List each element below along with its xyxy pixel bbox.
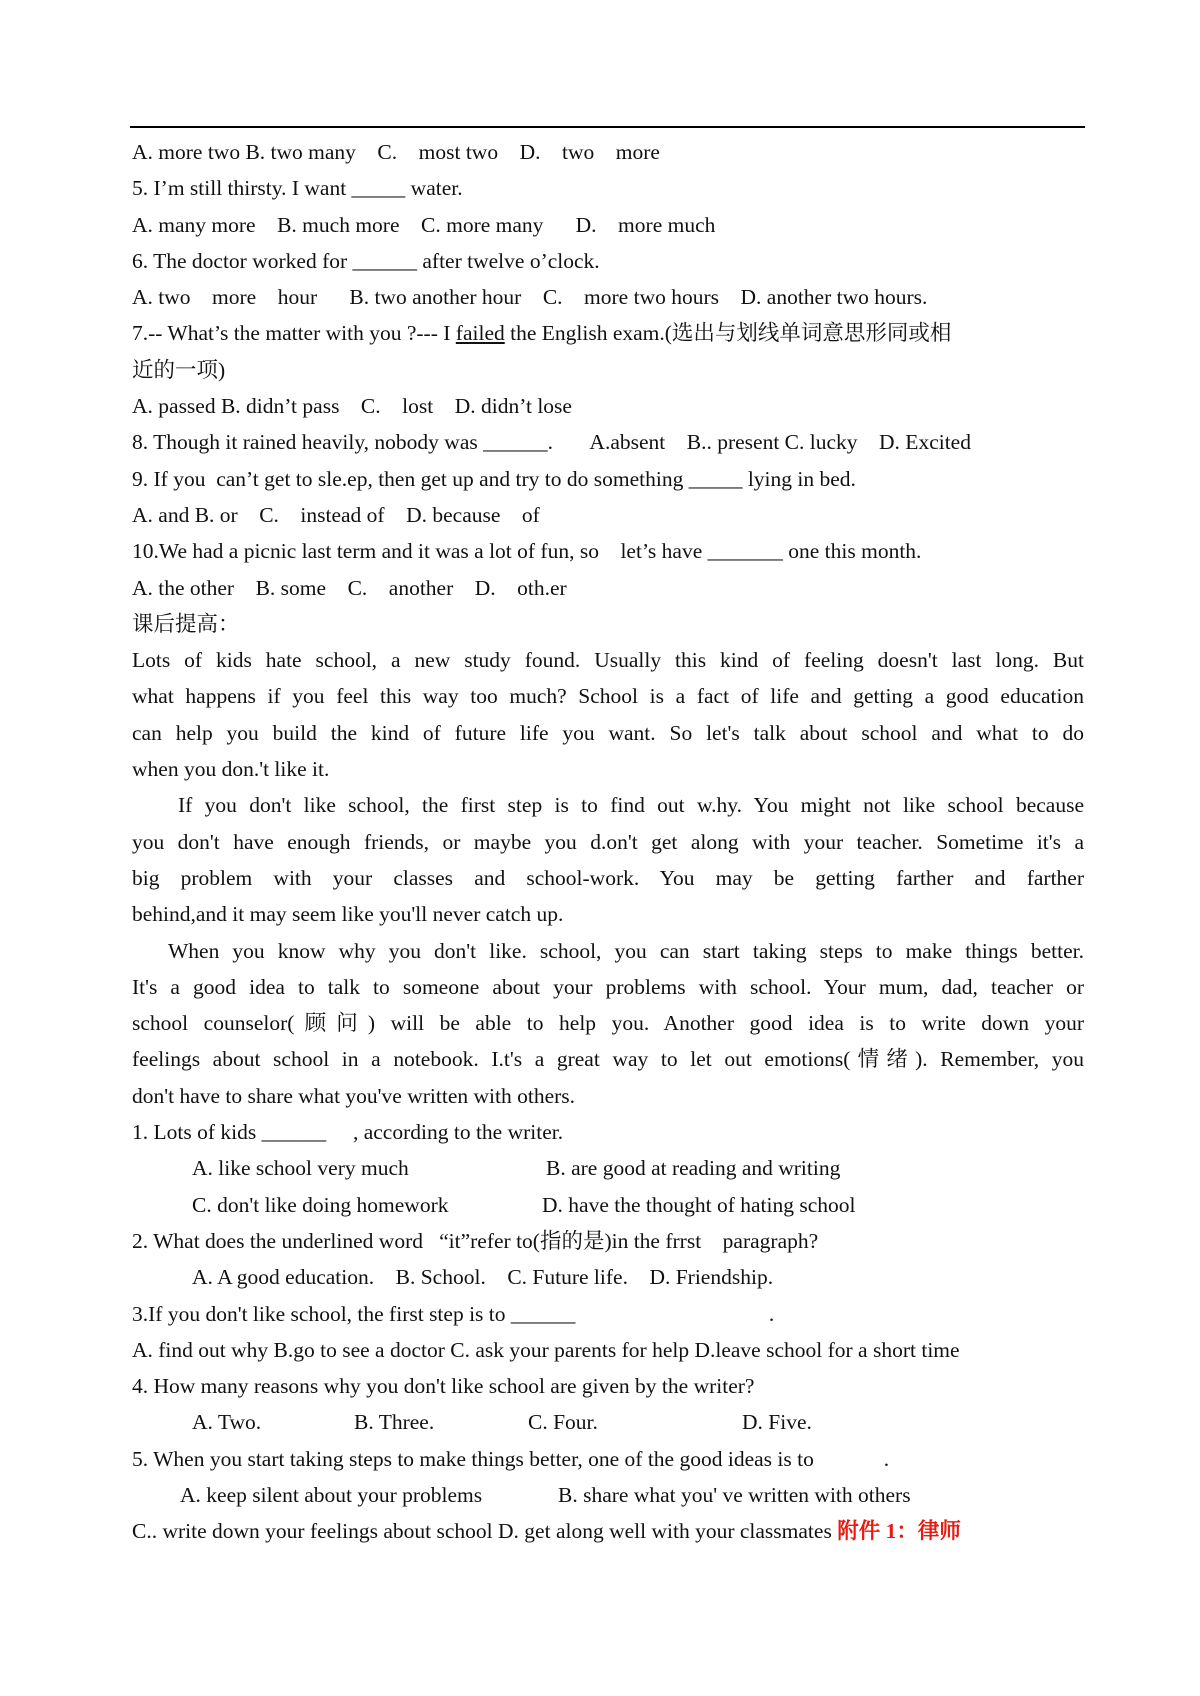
- q10-question: 10.We had a picnic last term and it was a lot of fun, so let’s have _______ one this month.: [132, 539, 922, 564]
- passage-p1-line: can help you build the kind of future life you want. So let's talk about school and what to do: [132, 720, 1084, 745]
- worksheet-content: [132, 134, 1084, 1550]
- q8-question: 8. Though it rained heavily, nobody was ______. A.absent B.. present C. lucky D. Excited: [132, 430, 971, 455]
- rq5-question: 5. When you start taking steps to make things better, one of the good ideas is to .: [132, 1446, 890, 1471]
- passage-p3-line: It's a good idea to talk to someone about your problems with school. Your mum, dad, teacher or: [132, 974, 1084, 999]
- passage-p2-line: you don't have enough friends, or maybe you d.on't get along with your teacher. Sometime it's a: [132, 829, 1084, 854]
- q10-options: A. the other B. some C. another D. oth.er: [132, 575, 567, 600]
- rq1-options-row1: [132, 1150, 1084, 1186]
- q4-options: A. more two B. two many C. most two D. two more: [132, 140, 660, 164]
- section-title: 课后提高：: [132, 611, 240, 636]
- passage-p3-line: don't have to share what you've written with others.: [132, 1083, 576, 1108]
- passage-p3-line: feelings about school in a notebook. I.t's a great way to let out emotions(情绪). Remember, you: [132, 1047, 1084, 1072]
- passage-p2-line: behind,and it may seem like you'll never catch up.: [132, 902, 564, 927]
- rq4-option-a: A. Two.: [192, 1410, 262, 1435]
- q6-options: A. two more hour B. two another hour C. more two hours D. another two hours.: [132, 285, 928, 310]
- rq3-question: 3.If you don't like school, the first step is to ______ .: [132, 1301, 775, 1326]
- passage-p1-line: Lots of kids hate school, a new study found. Usually this kind of feeling doesn't last long. But: [132, 648, 1084, 673]
- rq4-question: 4. How many reasons why you don't like school are given by the writer?: [132, 1374, 755, 1399]
- rq3-options: A. find out why B.go to see a doctor C. ask your parents for help D.leave school for a short time: [132, 1337, 960, 1362]
- rq5-last-line: C.. write down your feelings about school D. get along well with your classmates: [132, 1519, 838, 1544]
- rq1-question: 1. Lots of kids ______ , according to the writer.: [132, 1120, 564, 1145]
- rq2-options: A. A good education. B. School. C. Future life. D. Friendship.: [192, 1265, 774, 1290]
- rq1-option-b: B. are good at reading and writing: [546, 1156, 841, 1181]
- q6-question: 6. The doctor worked for ______ after twelve o’clock.: [132, 248, 600, 273]
- q9-options: A. and B. or C. instead of D. because of: [132, 502, 540, 527]
- passage-p2-line: If you don't like school, the first step is to find out w.hy. You might not like school because: [178, 793, 1084, 818]
- q5-question: 5. I’m still thirsty. I want _____ water.: [132, 176, 463, 201]
- q7-suffix: the English exam.(选出与划线单词意思形同或相: [504, 321, 952, 346]
- rq2-question: 2. What does the underlined word “it”refer to(指的是)in the frrst paragraph?: [132, 1228, 819, 1253]
- q7-options: A. passed B. didn’t pass C. lost D. didn’t lose: [132, 394, 572, 419]
- q7-question-cont: 近的一项): [132, 357, 226, 382]
- q7-question: [132, 315, 1084, 351]
- rq1-option-d: D. have the thought of hating school: [542, 1192, 856, 1217]
- q9-question: 9. If you can’t get to sle.ep, then get up and try to do something _____ lying in bed.: [132, 466, 856, 491]
- passage-p3-line: When you know why you don't like. school, you can start taking steps to make things better.: [168, 938, 1084, 963]
- rq1-option-a: A. like school very much: [192, 1156, 409, 1181]
- rq1-options-row2: [132, 1187, 1084, 1223]
- passage-p2-line: big problem with your classes and school-work. You may be getting farther and farther: [132, 865, 1084, 890]
- passage-p3-line: school counselor(顾问) will be able to help you. Another good idea is to write down your: [132, 1011, 1084, 1036]
- rq5-options-row1: [132, 1477, 1084, 1513]
- q7-underlined-word: failed: [455, 321, 505, 346]
- passage-p1-line: when you don.'t like it.: [132, 757, 330, 782]
- rq4-options: [132, 1404, 1084, 1440]
- rq5-option-a: A. keep silent about your problems: [180, 1482, 483, 1507]
- rq5-option-b: B. share what you' ve written with others: [558, 1482, 911, 1507]
- rq4-option-d: D. Five.: [742, 1410, 812, 1435]
- passage-p1-line: what happens if you feel this way too much? School is a fact of life and getting a good education: [132, 684, 1084, 709]
- attachment-label: 附件 1：律师: [837, 1519, 961, 1544]
- header-rule: [130, 126, 1085, 128]
- rq5-options-row2: [132, 1513, 1084, 1549]
- q5-options: A. many more B. much more C. more many D. more much: [132, 212, 716, 237]
- q7-prefix: 7.-- What’s the matter with you ?--- I: [132, 321, 456, 346]
- rq1-option-c: C. don't like doing homework: [192, 1192, 449, 1217]
- rq4-option-b: B. Three.: [354, 1410, 435, 1435]
- rq4-option-c: C. Four.: [528, 1410, 598, 1435]
